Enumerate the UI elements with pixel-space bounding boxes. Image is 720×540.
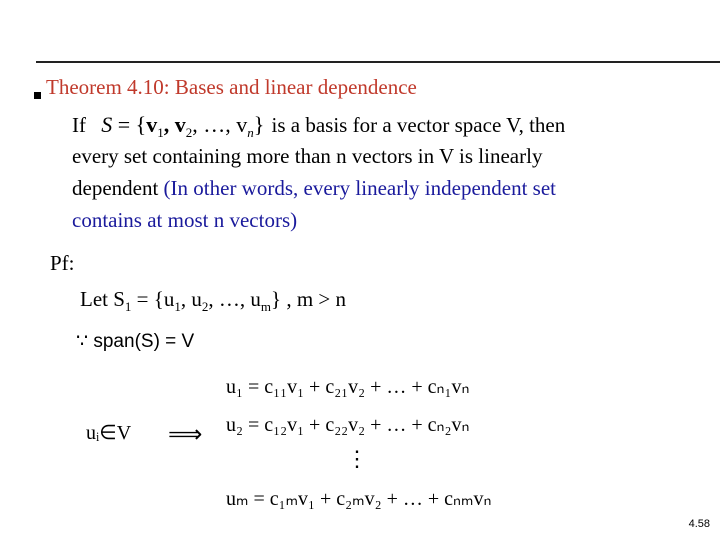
let-statement: Let $S_1 = \{u_1$, $u_2$, …, $u_m$} , m > n (80, 287, 346, 314)
basis-set-expression: $S = \{v_1$, $v_2$, …, $v_n$} (101, 112, 265, 140)
header-rule (36, 61, 720, 63)
if-word: If (72, 113, 86, 137)
theorem-line-3 (72, 175, 556, 201)
theorem-title: Theorem 4.10: Bases and linear dependence (46, 75, 417, 99)
dependent-word: dependent (72, 176, 164, 200)
implies-arrow: ⟹ (168, 422, 203, 448)
equation-u1: u₁ = c₁₁v₁ + c₂₁v₂ + … + cₙ₁vₙ (226, 376, 470, 398)
vertical-dots: ⋮ (346, 446, 368, 471)
since-span-equals-v: ∵ span(S) = V (76, 331, 195, 352)
equation-um: uₘ = c₁ₘv₁ + c₂ₘv₂ + … + cₙₘvₙ (226, 488, 492, 510)
theorem-line-2: every set containing more than n vectors in V is linearly (72, 144, 543, 168)
equation-u2: u₂ = c₁₂v₁ + c₂₂v₂ + … + cₙ₂vₙ (226, 414, 470, 436)
page-number: 4.58 (688, 518, 710, 530)
theorem-line-4: contains at most n vectors) (72, 208, 298, 232)
in-other-words-text: (In other words, every linearly independent set (163, 176, 556, 200)
theorem-line-1-rest: is a basis for a vector space V, then (271, 113, 566, 137)
bullet-marker (34, 92, 41, 99)
ui-in-v: uᵢ∈V (86, 422, 132, 444)
proof-label: Pf: (50, 251, 75, 275)
theorem-line-1 (72, 112, 565, 146)
